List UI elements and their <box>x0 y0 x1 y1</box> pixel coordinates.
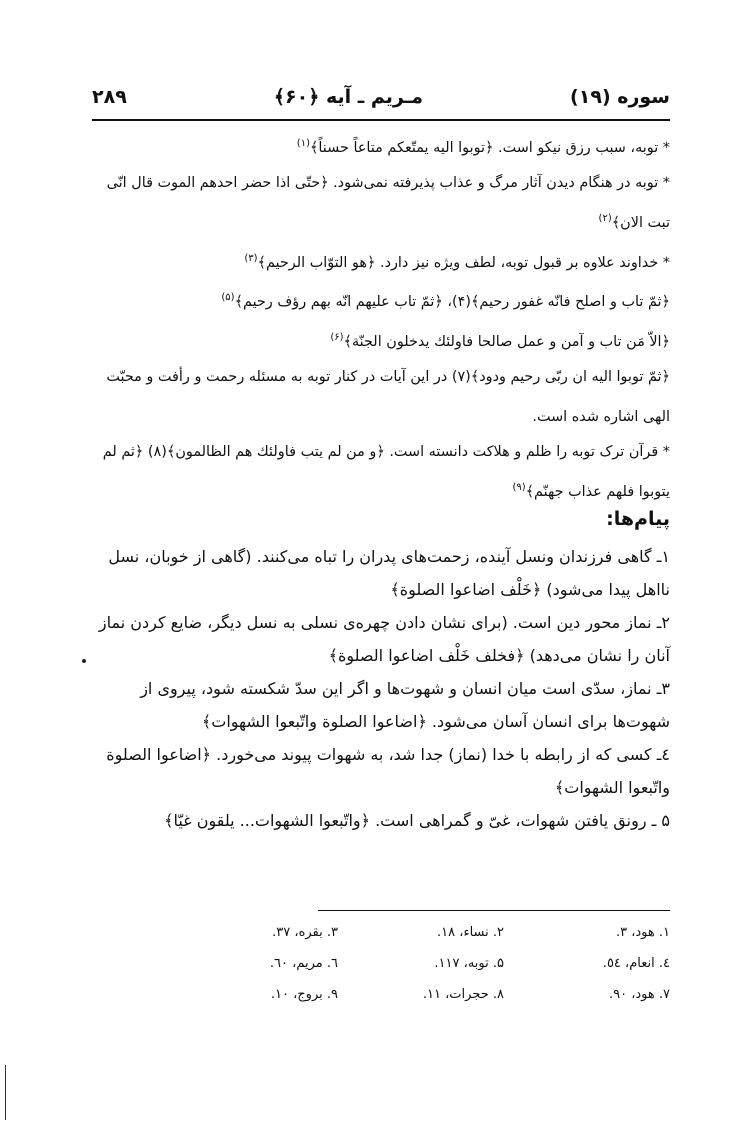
message-item: ۲ـ نماز محور دین است. (برای نشان دادن چهره‌ی نسلی به نسل دیگر، ضایع کردن نماز آنان را نشان می‌دهد) ﴿فخلف خَلْف اضاعوا الصلوة﴾ <box>98 613 670 665</box>
header-divider <box>92 119 670 121</box>
page-header <box>92 82 670 112</box>
paragraph: ﴿ثمّ تاب و اصلح فانّه غفور رحیم﴾(۴)، ﴿ثمّ تاب علیهم انّه بهم رؤف رحیم﴾$^{(۵)}$ <box>221 292 670 311</box>
paragraph: * خداوند علاوه بر قبول توبه، لطف ویژه نیز دارد. ﴿هو التوّاب الرحیم﴾$^{(۳)}$ <box>244 252 670 271</box>
paragraph: ﴿ثمّ توبوا الیه ان ربّی رحیم ودود﴾(۷) در این آیات در کنار توبه به مسئله رحمت و رأفت و محبّت الهی اشاره شده است. <box>106 368 670 425</box>
footnote: ۸. حجرات، ۱۱. <box>422 987 504 1002</box>
footnote: ۱. هود، ۳. <box>615 925 670 940</box>
header-title: مـریم ـ آیه ﴿۶۰﴾ <box>273 86 423 108</box>
commentary-text <box>92 126 670 510</box>
paragraph: * توبه، سبب رزق نیکو است. ﴿توبوا الیه یمتّعکم متاعاً حسناً﴾$^{(۱)}$ <box>296 138 670 156</box>
margin-dot <box>82 659 86 663</box>
message-item: ۳ـ نماز، سدّی است میان انسان و شهوت‌ها و اگر این سدّ شکسته شود، پیروی از شهوت‌ها برای انسان آسان می‌شود. ﴿اضاعوا الصلوة واتّبعوا الشهوات﴾ <box>140 679 670 731</box>
footnote: ۹. بروج، ۱۰. <box>270 987 338 1002</box>
footnote: ۵. توبه، ۱۱۷. <box>434 956 504 971</box>
footnote-divider <box>318 910 670 911</box>
surah-label: سوره (۱۹) <box>570 86 670 108</box>
footnote: ٦. مریم، ٦۰. <box>269 956 338 971</box>
footnote: ٤. انعام، ٥٤. <box>602 956 670 971</box>
messages-section <box>92 498 670 837</box>
messages-heading: پیام‌ها: <box>606 508 670 530</box>
footnote: ۷. هود، ۹۰. <box>608 987 670 1002</box>
message-item: ۱ـ گاهی فرزندان ونسل آینده، زحمت‌های پدران را تباه می‌کنند. (گاهی از خوبان، نسل نااهل پیدا می‌شود) ﴿خَلْف اضاعوا الصلوة﴾ <box>108 547 670 599</box>
paragraph: * قرآن ترک توبه را ظلم و هلاکت دانسته است. ﴿و من لم یتب فاولئك هم الظالمون﴾(۸) ﴿ثم لم یتوبوا فلهم عذاب جهنّم﴾$^{(۹)}$ <box>102 443 670 500</box>
footnote-ref: (۳) <box>244 252 258 264</box>
scan-edge-mark <box>5 1065 6 1120</box>
footnote-ref: (۲) <box>598 212 612 224</box>
message-item: ٤ـ کسی که از رابطه با خدا (نماز) جدا شد، به شهوات پیوند می‌خورد. ﴿اضاعوا الصلوة واتّبعوا الشهوات﴾ <box>106 745 670 797</box>
footnote: ۲. نساء، ۱۸. <box>437 925 504 940</box>
footnotes <box>172 920 670 1007</box>
message-item: ۵ ـ رونق یافتن شهوات، غیّ و گمراهی است. ﴿واتّبعوا الشهوات... یلقون غیّا﴾ <box>164 811 670 830</box>
paragraph: * توبه در هنگام دیدن آثار مرگ و عذاب پذیرفته نمی‌شود. ﴿حتّی اذا حضر احدهم الموت قال انّی تبت الان﴾$^{(۲)}$ <box>106 174 670 231</box>
page-number: ۲۸۹ <box>92 86 127 108</box>
paragraph: ﴿الاّ مَن تاب و آمن و عمل صالحا فاولئك یدخلون الجنّة﴾$^{(۶)}$ <box>330 332 670 350</box>
footnote-ref: (۶) <box>330 332 344 344</box>
footnote-ref: (۱) <box>296 138 310 149</box>
footnote-ref: (۵) <box>221 292 235 304</box>
footnote: ۳. بقره، ۳۷. <box>272 925 338 940</box>
footnote-ref: (۹) <box>512 481 526 493</box>
